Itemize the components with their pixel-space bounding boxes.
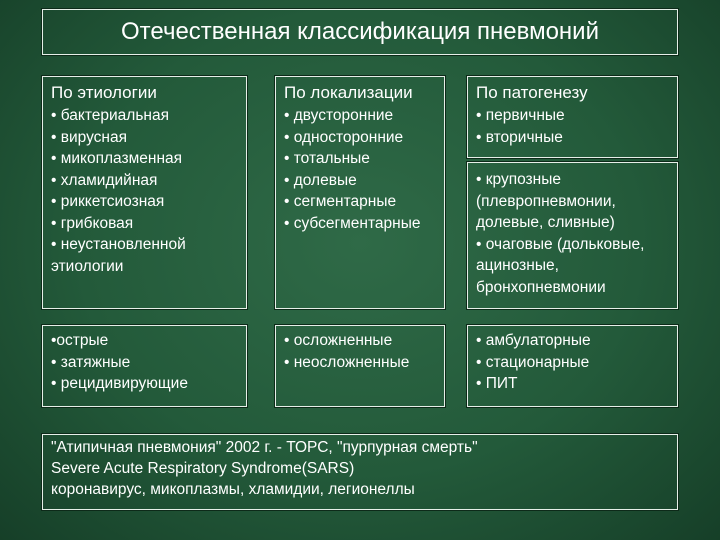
list-item: • микоплазменная [51, 150, 183, 167]
list-item: • стационарные [476, 353, 590, 371]
list-item: • односторонние [284, 128, 404, 146]
pathogenesis-box [467, 76, 678, 158]
setting-box [467, 325, 678, 407]
pathogenesis-header: По патогенезу [476, 83, 588, 102]
complications-box [275, 325, 445, 407]
etiology-box [42, 76, 247, 309]
etiology-header: По этиологии [51, 83, 157, 102]
list-item: • хламидийная [51, 171, 158, 189]
list-item: • рецидивирующие [51, 375, 188, 392]
localization-box [275, 76, 445, 309]
page-title [42, 9, 678, 55]
list-item: •острые [51, 332, 109, 349]
list-item: • риккетсиозная [51, 193, 165, 210]
note-line: коронавирус, микоплазмы, хламидии, легионеллы [51, 481, 415, 498]
list-item: • затяжные [51, 353, 131, 371]
list-item: • вторичные [476, 128, 563, 146]
list-item: • амбулаторные [476, 332, 591, 349]
list-item: • осложненные [284, 332, 393, 349]
list-item: • тотальные [284, 150, 370, 167]
list-item: • грибковая [51, 214, 134, 232]
list-item: • двусторонние [284, 107, 394, 124]
list-item: • первичные [476, 107, 565, 124]
localization-header: По локализации [284, 83, 413, 102]
etiology-list [51, 105, 238, 277]
list-item: • ПИТ [476, 375, 518, 392]
list-item: • крупозные (плевропневмонии, долевые, сливные) [476, 171, 616, 231]
complications-list [284, 330, 436, 373]
note-line: "Атипичная пневмония" 2002 г. - ТОРС, "пурпурная смерть" [51, 439, 478, 456]
list-item: • долевые [284, 171, 357, 189]
morphology-box [467, 162, 678, 309]
title-text: Отечественная классификация пневмоний [121, 18, 599, 45]
course-list [51, 330, 238, 395]
note-line: Severe Acute Respiratory Syndrome(SARS) [51, 460, 355, 477]
list-item: • бактериальная [51, 107, 169, 124]
list-item: • субсегментарные [284, 214, 421, 232]
morphology-list [476, 169, 669, 298]
atypical-pneumonia-note [42, 434, 678, 510]
list-item: • очаговые (дольковые, ацинозные, бронхопневмонии [476, 235, 645, 296]
course-box [42, 325, 247, 407]
list-item: • сегментарные [284, 193, 397, 210]
pathogenesis-list [476, 105, 669, 148]
list-item: • неустановленной этиологии [51, 236, 186, 275]
list-item: • неосложненные [284, 353, 410, 371]
setting-list [476, 330, 669, 395]
localization-list [284, 105, 436, 234]
list-item: • вирусная [51, 128, 127, 146]
